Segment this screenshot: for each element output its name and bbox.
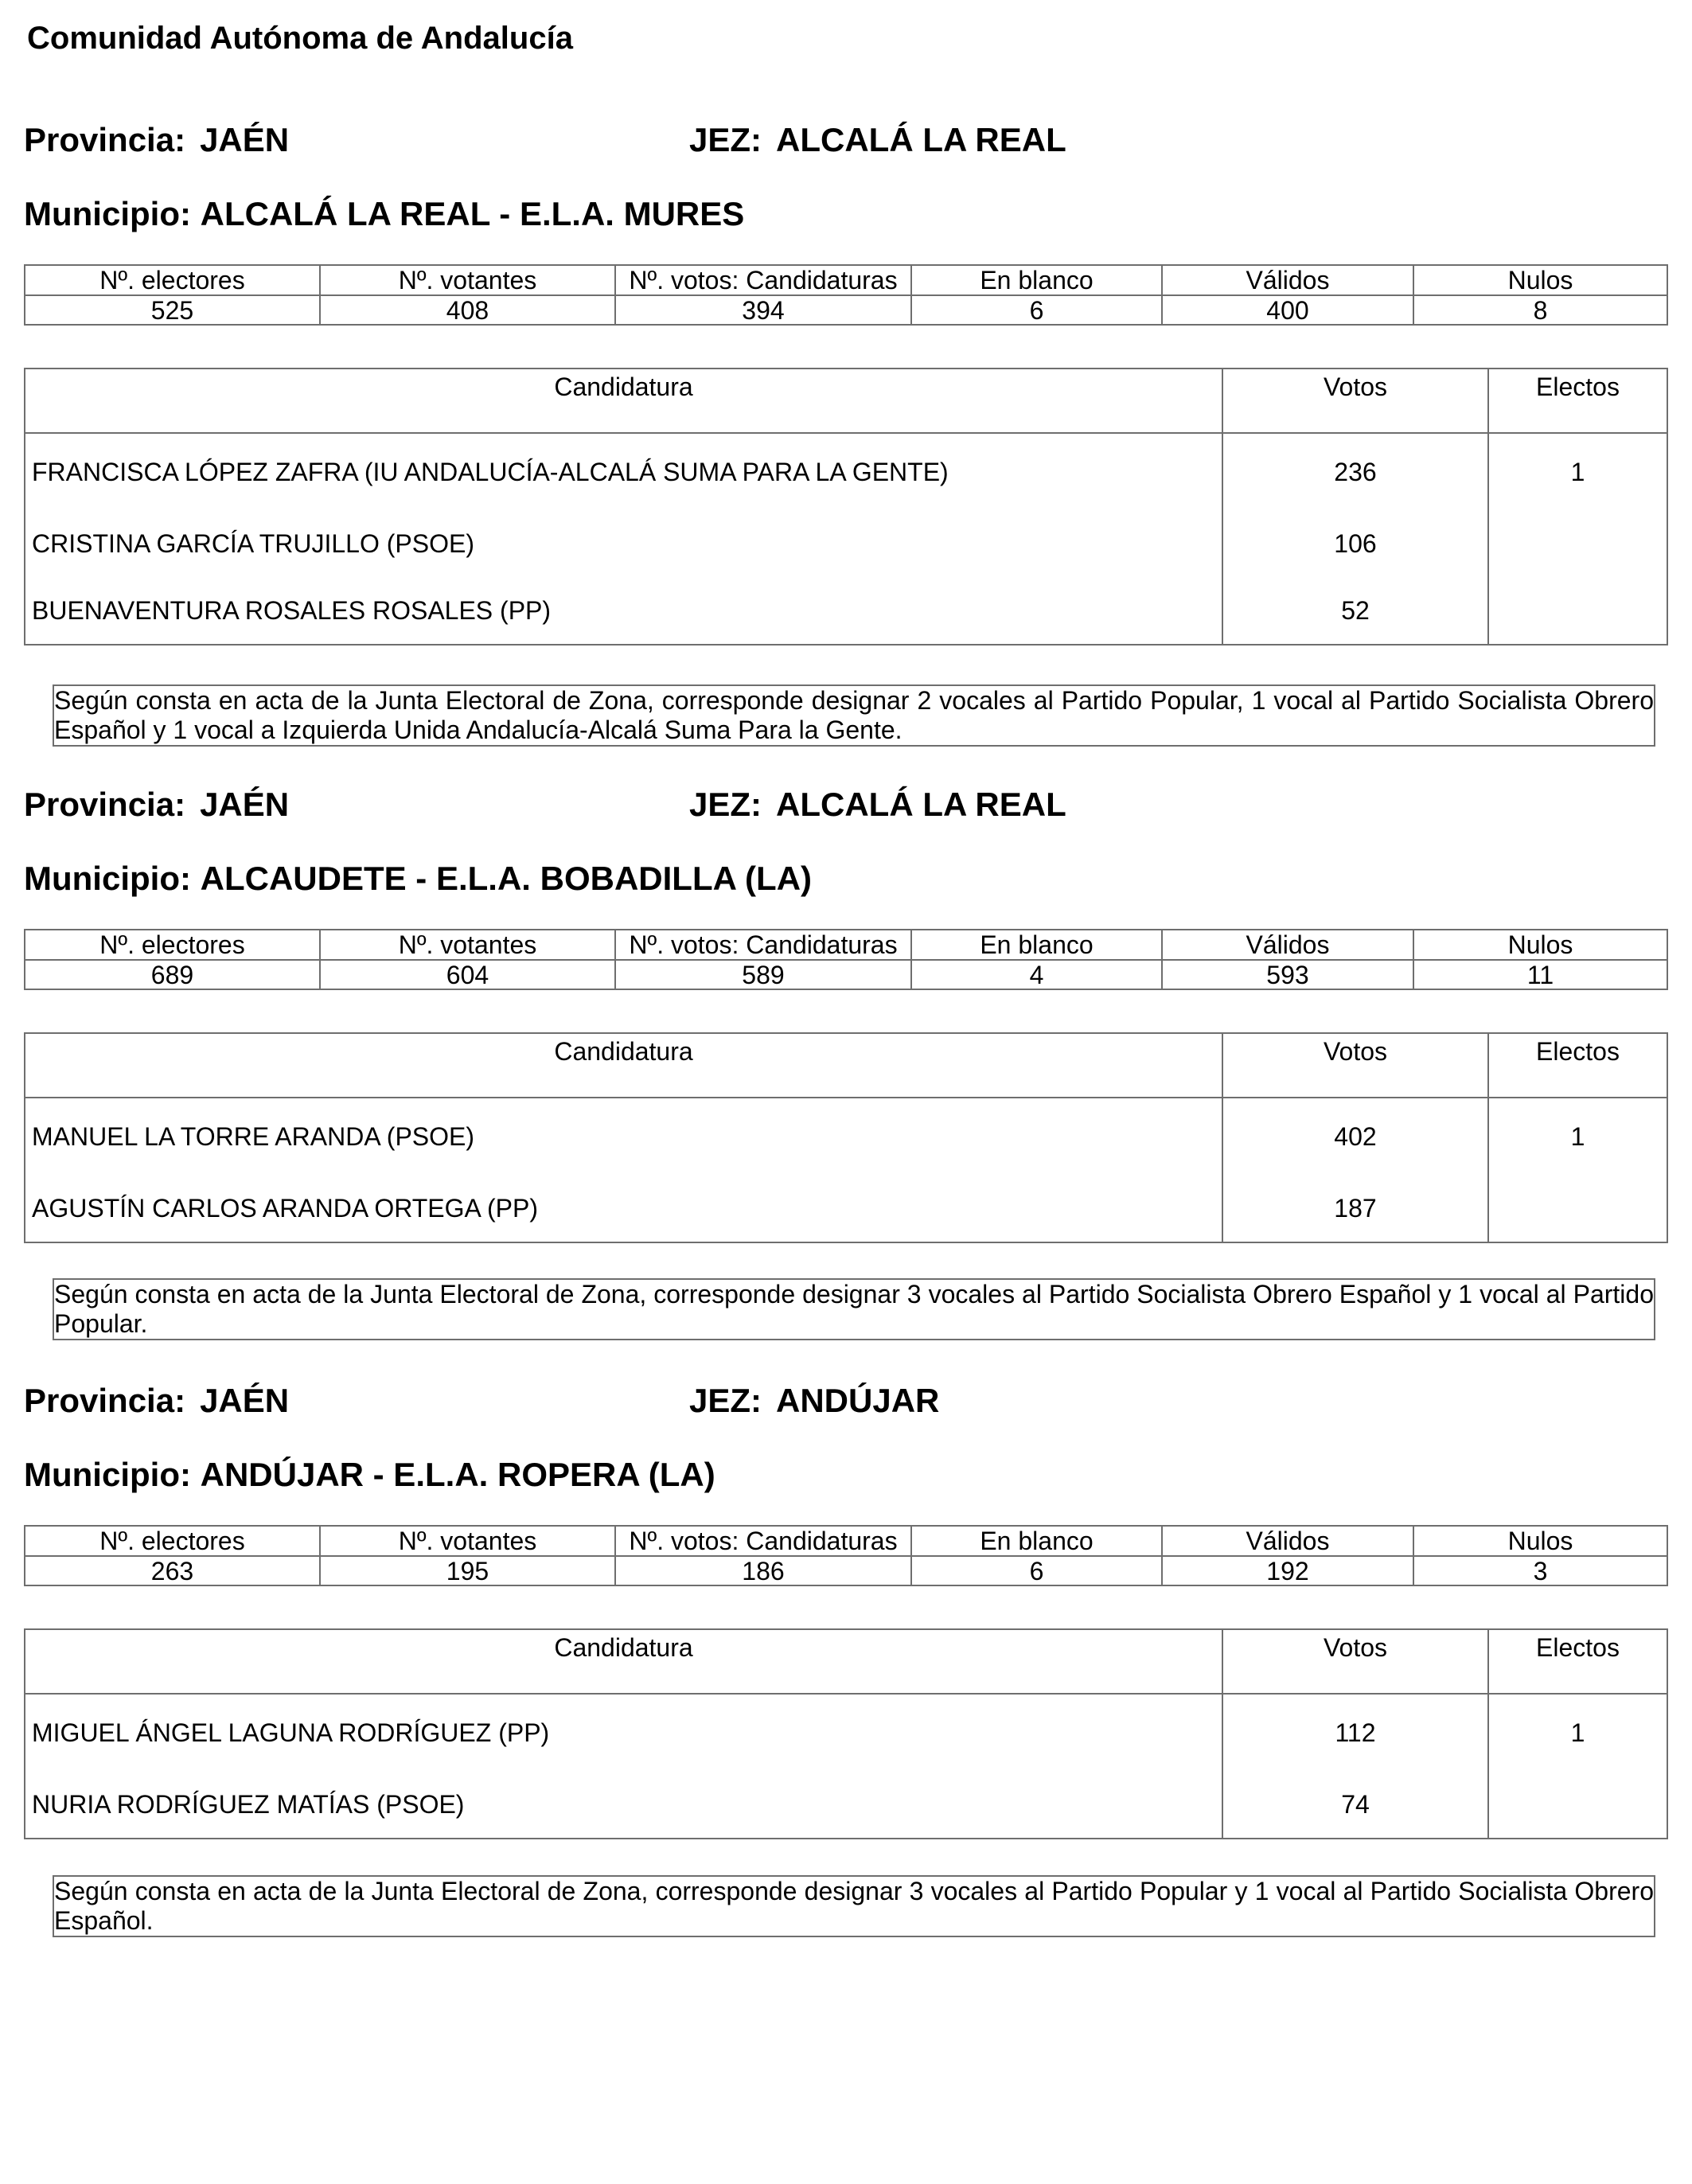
- candidate-row: [25, 1771, 1667, 1839]
- stats-table: [24, 1525, 1668, 1586]
- stats-header-cell: Nº. votantes: [320, 930, 615, 960]
- jez-line: [689, 121, 1066, 159]
- candidatura-header: Candidatura: [25, 369, 1222, 433]
- candidate-votes: 236: [1222, 433, 1488, 510]
- candidate-votes: 112: [1222, 1694, 1488, 1771]
- votos-header: Votos: [1222, 1629, 1488, 1694]
- stats-value-cell: 8: [1413, 295, 1667, 325]
- jez-label: JEZ:: [689, 1382, 762, 1419]
- jez-value: ALCALÁ LA REAL: [776, 121, 1066, 158]
- municipality-label: Municipio:: [24, 1456, 191, 1493]
- stats-value-cell: 394: [615, 295, 911, 325]
- stats-value-cell: 6: [911, 1556, 1162, 1585]
- stats-values-row: [25, 1556, 1667, 1585]
- province-line: [24, 121, 289, 159]
- stats-value-cell: 593: [1162, 960, 1413, 989]
- stats-value-cell: 11: [1413, 960, 1667, 989]
- stats-header-row: [25, 930, 1667, 960]
- stats-value-cell: 525: [25, 295, 320, 325]
- designation-note: Según consta en acta de la Junta Electoral de Zona, corresponde designar 3 vocales al Partido Socialista Obrero Español y 1 vocal al Partido Popular.: [53, 1278, 1655, 1340]
- municipality-label: Municipio:: [24, 195, 191, 232]
- province-label: Provincia:: [24, 121, 186, 158]
- stats-value-cell: 3: [1413, 1556, 1667, 1585]
- province-label: Provincia:: [24, 1382, 186, 1419]
- municipality-section: [0, 121, 1692, 744]
- candidate-votes: 52: [1222, 577, 1488, 645]
- candidates-table: [24, 368, 1668, 645]
- stats-value-cell: 408: [320, 295, 615, 325]
- candidate-name: NURIA RODRÍGUEZ MATÍAS (PSOE): [25, 1771, 1222, 1839]
- stats-value-cell: 6: [911, 295, 1162, 325]
- municipality-label: Municipio:: [24, 860, 191, 897]
- candidate-name: CRISTINA GARCÍA TRUJILLO (PSOE): [25, 510, 1222, 577]
- province-line: [24, 786, 289, 824]
- jez-label: JEZ:: [689, 786, 762, 823]
- candidate-row: [25, 1175, 1667, 1242]
- electos-header: Electos: [1488, 369, 1667, 433]
- stats-header-cell: Nº. votantes: [320, 1526, 615, 1556]
- candidate-electos: 1: [1488, 433, 1667, 510]
- candidate-row: [25, 577, 1667, 645]
- jez-value: ANDÚJAR: [776, 1382, 940, 1419]
- designation-note: Según consta en acta de la Junta Electoral de Zona, corresponde designar 3 vocales al Partido Popular y 1 vocal al Partido Socialista Obrero Español.: [53, 1875, 1655, 1937]
- stats-value-cell: 589: [615, 960, 911, 989]
- stats-value-cell: 186: [615, 1556, 911, 1585]
- candidate-name: MIGUEL ÁNGEL LAGUNA RODRÍGUEZ (PP): [25, 1694, 1222, 1771]
- candidate-row: [25, 433, 1667, 510]
- stats-header-cell: Nº. votantes: [320, 265, 615, 295]
- votos-header: Votos: [1222, 369, 1488, 433]
- stats-header-cell: Válidos: [1162, 930, 1413, 960]
- candidatura-header: Candidatura: [25, 1629, 1222, 1694]
- municipality-value: ALCALÁ LA REAL - E.L.A. MURES: [200, 195, 745, 232]
- electos-header: Electos: [1488, 1629, 1667, 1694]
- candidate-electos: 1: [1488, 1694, 1667, 1771]
- candidate-electos: [1488, 510, 1667, 577]
- stats-values-row: [25, 295, 1667, 325]
- stats-value-cell: 400: [1162, 295, 1413, 325]
- municipality-line: [24, 1456, 715, 1494]
- candidate-row: [25, 1694, 1667, 1771]
- province-line: [24, 1382, 289, 1420]
- candidates-table: [24, 1628, 1668, 1839]
- stats-value-cell: 192: [1162, 1556, 1413, 1585]
- jez-line: [689, 786, 1066, 824]
- candidates-table: [24, 1032, 1668, 1243]
- votos-header: Votos: [1222, 1033, 1488, 1098]
- province-value: JAÉN: [200, 1382, 290, 1419]
- stats-header-row: [25, 1526, 1667, 1556]
- stats-header-cell: Nº. votos: Candidaturas: [615, 1526, 911, 1556]
- municipality-section: [0, 786, 1692, 1375]
- province-label: Provincia:: [24, 786, 186, 823]
- stats-value-cell: 195: [320, 1556, 615, 1585]
- candidate-name: MANUEL LA TORRE ARANDA (PSOE): [25, 1098, 1222, 1175]
- candidate-name: BUENAVENTURA ROSALES ROSALES (PP): [25, 577, 1222, 645]
- stats-table: [24, 929, 1668, 990]
- stats-header-cell: Nº. electores: [25, 265, 320, 295]
- electos-header: Electos: [1488, 1033, 1667, 1098]
- candidate-name: AGUSTÍN CARLOS ARANDA ORTEGA (PP): [25, 1175, 1222, 1242]
- stats-value-cell: 263: [25, 1556, 320, 1585]
- candidate-electos: [1488, 1175, 1667, 1242]
- candidate-name: FRANCISCA LÓPEZ ZAFRA (IU ANDALUCÍA-ALCALÁ SUMA PARA LA GENTE): [25, 433, 1222, 510]
- jez-line: [689, 1382, 939, 1420]
- stats-header-cell: Válidos: [1162, 1526, 1413, 1556]
- province-value: JAÉN: [200, 121, 290, 158]
- candidate-row: [25, 1098, 1667, 1175]
- stats-header-cell: Nº. electores: [25, 930, 320, 960]
- stats-header-cell: En blanco: [911, 265, 1162, 295]
- candidate-votes: 106: [1222, 510, 1488, 577]
- jez-label: JEZ:: [689, 121, 762, 158]
- stats-header-cell: Válidos: [1162, 265, 1413, 295]
- candidate-row: [25, 510, 1667, 577]
- candidatura-header: Candidatura: [25, 1033, 1222, 1098]
- stats-values-row: [25, 960, 1667, 989]
- stats-header-cell: Nº. votos: Candidaturas: [615, 930, 911, 960]
- candidate-votes: 187: [1222, 1175, 1488, 1242]
- stats-table: [24, 264, 1668, 326]
- stats-header-cell: Nulos: [1413, 265, 1667, 295]
- stats-header-cell: Nº. electores: [25, 1526, 320, 1556]
- province-value: JAÉN: [200, 786, 290, 823]
- municipality-line: [24, 860, 812, 898]
- candidates-header-row: [25, 369, 1667, 433]
- municipality-line: [24, 195, 744, 233]
- designation-note: Según consta en acta de la Junta Electoral de Zona, corresponde designar 2 vocales al Partido Popular, 1 vocal al Partido Socialista Obrero Español y 1 vocal a Izquierda Unida Andalucía-Alcalá Suma Para la Gente.: [53, 684, 1655, 747]
- stats-header-row: [25, 265, 1667, 295]
- stats-header-cell: Nº. votos: Candidaturas: [615, 265, 911, 295]
- candidate-electos: 1: [1488, 1098, 1667, 1175]
- stats-header-cell: Nulos: [1413, 930, 1667, 960]
- candidate-electos: [1488, 1771, 1667, 1839]
- candidate-votes: 402: [1222, 1098, 1488, 1175]
- stats-value-cell: 4: [911, 960, 1162, 989]
- stats-header-cell: En blanco: [911, 1526, 1162, 1556]
- candidate-electos: [1488, 577, 1667, 645]
- stats-header-cell: Nulos: [1413, 1526, 1667, 1556]
- community-title: Comunidad Autónoma de Andalucía: [27, 21, 573, 56]
- stats-value-cell: 689: [25, 960, 320, 989]
- stats-value-cell: 604: [320, 960, 615, 989]
- candidates-header-row: [25, 1629, 1667, 1694]
- candidates-header-row: [25, 1033, 1667, 1098]
- jez-value: ALCALÁ LA REAL: [776, 786, 1066, 823]
- stats-header-cell: En blanco: [911, 930, 1162, 960]
- candidate-votes: 74: [1222, 1771, 1488, 1839]
- municipality-section: [0, 1382, 1692, 1971]
- municipality-value: ALCAUDETE - E.L.A. BOBADILLA (LA): [200, 860, 813, 897]
- municipality-value: ANDÚJAR - E.L.A. ROPERA (LA): [200, 1456, 715, 1493]
